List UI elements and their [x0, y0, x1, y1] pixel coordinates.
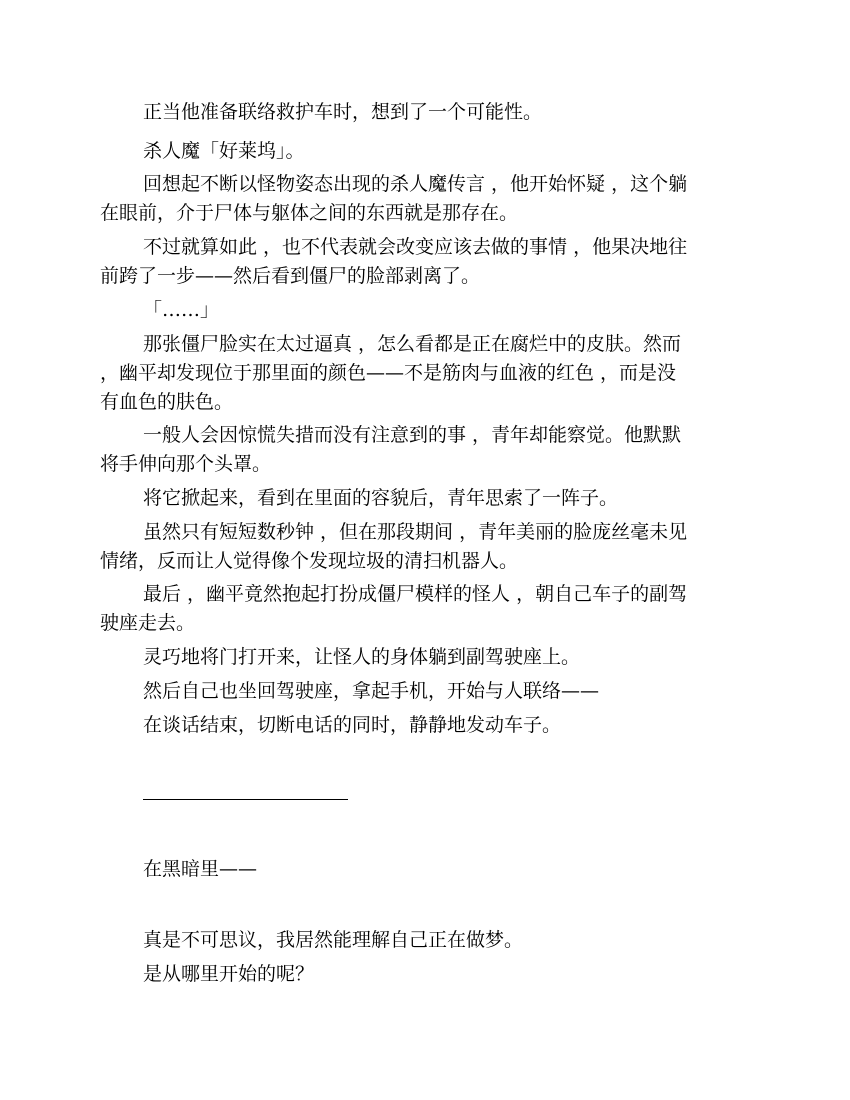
paragraph-line: 虽然只有短短数秒钟 ，但在那段期间 ，青年美丽的脸庞丝毫未见	[143, 521, 688, 543]
paragraph-line: 是从哪里开始的呢？	[143, 963, 315, 985]
paragraph-line: 正当他准备联络救护车时，想到了一个可能性。	[143, 101, 543, 123]
paragraph-line: 前跨了一步——然后看到僵尸的脸部剥离了。	[100, 265, 481, 287]
paragraph-line: ，幽平却发现位于那里面的颜色——不是筋肉与血液的红色 ，而是没	[100, 362, 677, 384]
paragraph-line: 「……」	[143, 299, 220, 321]
paragraph-line: 一般人会因惊慌失措而没有注意到的事 ，青年却能察觉。他默默	[143, 424, 682, 446]
paragraph-line: 回想起不断以怪物姿态出现的杀人魔传言 ，他开始怀疑 ，这个躺	[143, 173, 688, 195]
paragraph-line: 在谈话结束，切断电话的同时，静静地发动车子。	[143, 714, 562, 736]
paragraph-line: 最后 ，幽平竟然抱起打扮成僵尸模样的怪人 ，朝自己车子的副驾	[143, 583, 688, 605]
paragraph-line: 有血色的肤色。	[100, 391, 234, 413]
paragraph-line: 在眼前，介于尸体与躯体之间的东西就是那存在。	[100, 202, 519, 224]
paragraph-line: 杀人魔「好莱坞」。	[143, 140, 305, 162]
paragraph-line: 不过就算如此 ，也不代表就会改变应该去做的事情 ，他果决地往	[143, 236, 688, 258]
paragraph-line: 灵巧地将门打开来，让怪人的身体躺到副驾驶座上。	[143, 646, 581, 668]
paragraph-line: 将手伸向那个头罩。	[100, 453, 272, 475]
section-divider	[143, 799, 348, 800]
paragraph-line: 真是不可思议，我居然能理解自己正在做梦。	[143, 929, 524, 951]
paragraph-line: 然后自己也坐回驾驶座，拿起手机，开始与人联络——	[143, 680, 600, 702]
paragraph-line: 情绪，反而让人觉得像个发现垃圾的清扫机器人。	[100, 550, 519, 572]
paragraph-line: 在黑暗里——	[143, 858, 258, 880]
paragraph-line: 驶座走去。	[100, 612, 196, 634]
paragraph-line: 那张僵尸脸实在太过逼真 ，怎么看都是正在腐烂中的皮肤。然而	[143, 333, 682, 355]
paragraph-line: 将它掀起来，看到在里面的容貌后，青年思索了一阵子。	[143, 487, 619, 509]
